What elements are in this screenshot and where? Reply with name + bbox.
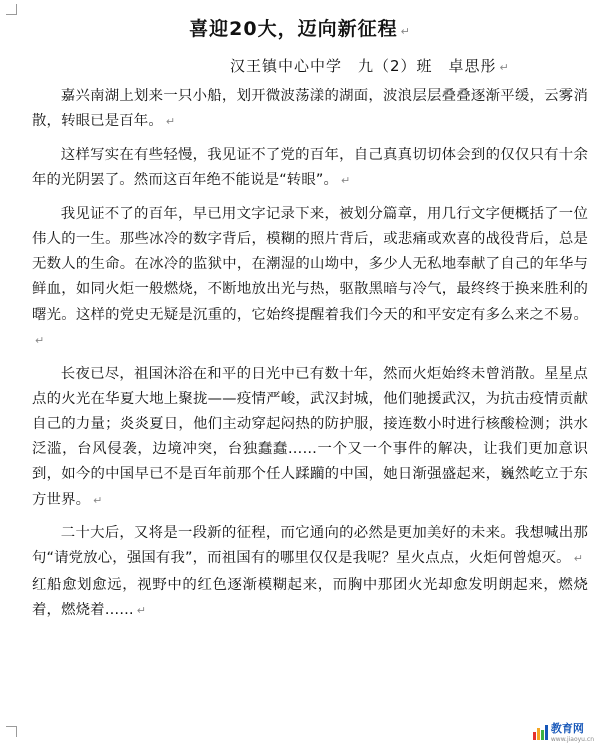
body-paragraph[interactable]: 这样写实在有些轻慢，我见证不了党的百年，自己真真切切体会到的仅仅只有十余年的光阴罢了。然而这百年绝不能说是“转眼”。 ↵ (32, 146, 588, 189)
page-corner-mark (6, 726, 17, 737)
paragraph-mark-icon: ↵ (35, 333, 45, 347)
watermark-name: 教育网 (550, 722, 584, 735)
watermark-url: www.jiaoyu.cn (550, 736, 594, 743)
body-paragraph[interactable]: 我见证不了的百年，早已用文字记录下来，被划分篇章，用几行文字便概括了一位伟人的一生。那些冰冷的数字背后，模糊的照片背后，或悲痛或欢喜的战役背后，总是无数人的生命。在冰冷的监狱中，在潮湿的山坳中，多少人无私地奉献了自己的年华与鲜血，如同火炬一般燃烧，不断地放出光与热，驱散黑暗与冷气，最终终于换来胜利的曙光。这样的党史无疑是沉重的，它始终提醒着我们今天的和平安定有多么来之不易。↵ (32, 205, 588, 347)
title-text: 喜迎20大，迈向新征程 (189, 18, 398, 40)
body-paragraph[interactable]: 嘉兴南湖上划来一只小船，划开微波荡漾的湖面，波浪层层叠叠逐渐平缓，云雾消散，转眼已是百年。 ↵ (32, 88, 588, 130)
logo-bars-icon (533, 724, 548, 740)
body-paragraph[interactable]: 红船愈划愈远，视野中的红色逐渐模糊起来，而胸中那团火光却愈发明朗起来，燃烧着，燃烧着…… ↵ (32, 576, 588, 618)
paragraph-mark-icon: ↵ (341, 174, 351, 188)
body-paragraph[interactable]: 长夜已尽，祖国沐浴在和平的日光中已有数十年，然而火炬始终未曾消散。星星点点的火光在华夏大地上聚拢——疫情严峻，武汉封城，他们驰援武汉，为抗击疫情贡献自己的力量；炎炎夏日，他们主动穿起闷热的防护服，接连数小时进行核酸检测；洪水泛滥，台风侵袭，边境冲突，台独蠢蠢……一个又一个事件的解决，让我们更加意识到，如今的中国早已不是百年前那个任人蹂躏的中国，她日渐强盛起来，巍然屹立于东方世界。 ↵ (32, 365, 588, 508)
watermark-logo (533, 720, 594, 743)
body-paragraph[interactable]: 二十大后，又将是一段新的征程，而它通向的必然是更加美好的未来。我想喊出那句“请党放心，强国有我”，而祖国有的哪里仅仅是我呢？星火点点，火炬何曾熄灭。 ↵ (32, 525, 588, 567)
document-title[interactable] (0, 14, 600, 41)
paragraph-mark-icon: ↵ (573, 552, 584, 566)
paragraph-mark-icon: ↵ (165, 115, 176, 129)
paragraph-mark-icon: ↵ (499, 61, 510, 74)
document-body[interactable] (32, 84, 588, 632)
paragraph-mark-icon: ↵ (400, 25, 411, 38)
byline-text: 汉王镇中心中学 九（2）班 卓思彤 (230, 57, 497, 75)
paragraph-mark-icon: ↵ (93, 493, 103, 507)
author-byline[interactable] (230, 55, 510, 76)
paragraph-mark-icon: ↵ (136, 603, 147, 617)
